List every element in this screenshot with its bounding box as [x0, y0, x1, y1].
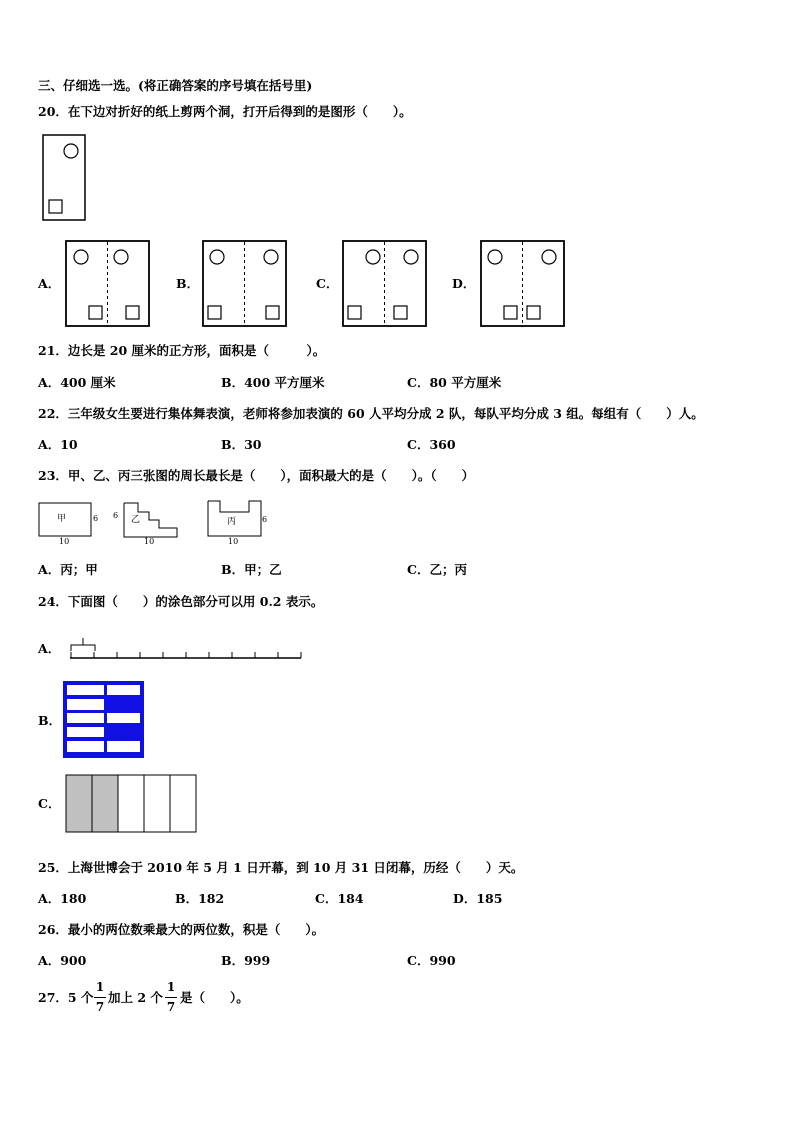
section-title: 三、仔细选一选。(将正确答案的序号填在括号里): [38, 78, 313, 93]
q26-option-c[interactable]: C．990: [407, 953, 456, 968]
q21-option-a[interactable]: A．400 厘米: [38, 375, 116, 390]
q20-option-a-figure[interactable]: [65, 240, 151, 328]
q23-jia-width: 10: [59, 537, 70, 546]
question-24-stem: 24．下面图（ ）的涂色部分可以用 0.2 表示。: [38, 594, 324, 609]
q23-bing-width: 10: [228, 537, 239, 546]
q24-option-b-label[interactable]: B．: [38, 713, 62, 728]
q23-jia-height: 6: [93, 514, 99, 523]
q26-option-b[interactable]: B．999: [221, 953, 271, 968]
q23-label-bing: 丙: [227, 517, 237, 527]
q27-fraction-2-numerator: 1: [166, 980, 176, 994]
q20-option-d-figure[interactable]: [480, 240, 566, 328]
q20-option-c-label[interactable]: C．: [316, 276, 339, 291]
q27-fraction-2-denominator: 7: [166, 1000, 176, 1014]
q23-option-a[interactable]: A．丙；甲: [38, 562, 98, 577]
q27-fraction-1-bar: [94, 997, 106, 998]
q21-option-b[interactable]: B．400 平方厘米: [221, 375, 325, 390]
question-22-stem: 22．三年级女生要进行集体舞表演，老师将参加表演的 60 人平均分成 2 队，每队平均分成 3 组。每组有（ ）人。: [38, 406, 704, 421]
q24-option-b-grid[interactable]: [62, 680, 146, 760]
q25-option-d[interactable]: D．185: [453, 891, 503, 906]
q26-option-a[interactable]: A．900: [38, 953, 87, 968]
question-27-stem-part2: 加上 2 个: [108, 990, 163, 1005]
q23-label-yi: 乙: [131, 515, 141, 525]
q20-option-b-label[interactable]: B．: [176, 276, 200, 291]
q22-option-a[interactable]: A．10: [38, 437, 78, 452]
q23-figure-jia: [38, 502, 102, 546]
q27-fraction-1-numerator: 1: [95, 980, 105, 994]
q23-bing-height: 6: [262, 515, 268, 524]
q23-option-b[interactable]: B．甲；乙: [221, 562, 282, 577]
question-27-stem-part3: 是（ ）。: [180, 990, 249, 1005]
q27-fraction-1-denominator: 7: [95, 1000, 105, 1014]
q20-option-d-label[interactable]: D．: [452, 276, 476, 291]
q24-option-c-strip[interactable]: [65, 774, 199, 834]
question-23-stem: 23．甲、乙、丙三张图的周长最长是（ ），面积最大的是（ ）。（ ）: [38, 468, 475, 483]
q21-option-c[interactable]: C．80 平方厘米: [407, 375, 502, 390]
q22-option-c[interactable]: C．360: [407, 437, 456, 452]
q20-option-b-figure[interactable]: [202, 240, 288, 328]
question-26-stem: 26．最小的两位数乘最大的两位数，积是（ ）。: [38, 922, 325, 937]
q24-option-a-label[interactable]: A．: [38, 641, 61, 656]
q23-option-c[interactable]: C．乙；丙: [407, 562, 467, 577]
question-27-stem-part1: 27．5 个: [38, 990, 94, 1005]
q25-option-a[interactable]: A．180: [38, 891, 87, 906]
q25-option-c[interactable]: C．184: [315, 891, 364, 906]
q27-fraction-2-bar: [165, 997, 177, 998]
question-25-stem: 25．上海世博会于 2010 年 5 月 1 日开幕，到 10 月 31 日闭幕，历经（ ）天。: [38, 860, 524, 875]
q24-option-a-number-line[interactable]: [68, 632, 304, 662]
q23-yi-width: 10: [144, 537, 155, 546]
q23-label-jia: 甲: [57, 514, 67, 524]
q22-option-b[interactable]: B．30: [221, 437, 262, 452]
question-20-stem: 20．在下边对折好的纸上剪两个洞，打开后得到的是图形（ ）。: [38, 104, 412, 119]
q25-option-b[interactable]: B．182: [175, 891, 225, 906]
q20-folded-paper-figure: [42, 134, 87, 222]
q24-option-c-label[interactable]: C．: [38, 796, 61, 811]
q20-option-a-label[interactable]: A．: [38, 276, 61, 291]
q20-option-c-figure[interactable]: [342, 240, 428, 328]
q23-yi-height: 6: [113, 511, 119, 520]
question-21-stem: 21．边长是 20 厘米的正方形，面积是（ ）。: [38, 343, 326, 358]
